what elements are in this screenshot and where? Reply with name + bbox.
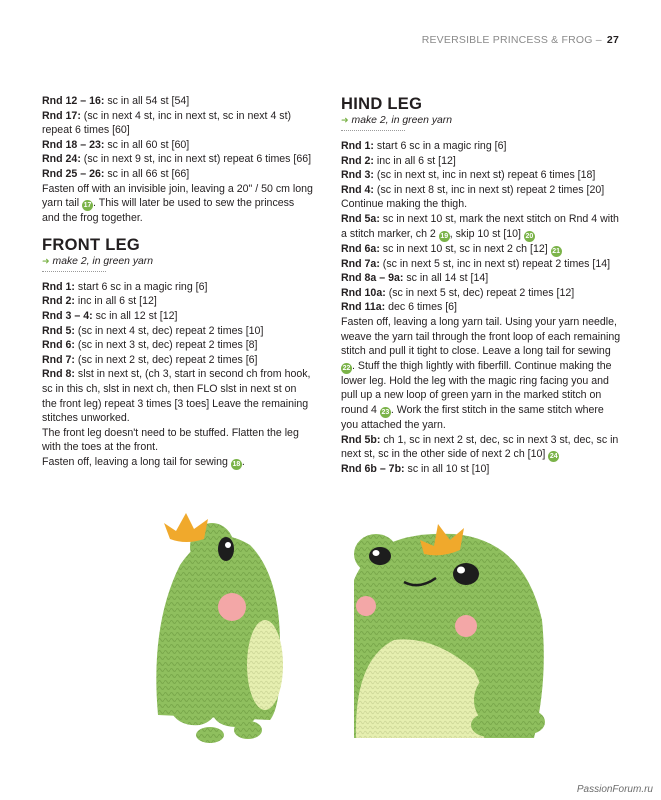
step-number-badge: 23 <box>381 408 390 416</box>
step-number-badge: 17 <box>83 202 92 210</box>
step-number-badge: 18 <box>232 460 241 468</box>
step-number-badge: 21 <box>552 247 561 255</box>
header-title: REVERSIBLE PRINCESS & FROG <box>421 34 593 46</box>
pattern-line: Rnd 2: inc in all 6 st [12] <box>42 295 157 308</box>
dotted-divider <box>42 271 106 272</box>
step-number-badge: 22 <box>342 364 351 372</box>
step-number-badge: 24 <box>549 453 558 461</box>
fasten-note: Fasten off, leaving a long yarn tail. Using your yarn needle, weave the yarn tail through the front loop of each remaining stitch and pull it tight to close. Leave a long tail for sewing 22 . Stuff the thigh lightly with fiberfill. Continue making the lower leg. Hold the leg with the magic ring facing you and pull up a new loop of green yarn in the marked stitch on round 4 23 . Work the first stitch in the same stitch where you attached the yarn. <box>341 315 621 431</box>
pattern-line: Rnd 11a: dec 6 times [6] <box>341 301 457 314</box>
pattern-line: Rnd 3: (sc in next st, inc in next st) repeat 6 times [18] <box>341 169 596 182</box>
pattern-line: Rnd 25 – 26: sc in all 66 st [66] <box>42 167 190 180</box>
pattern-line: Rnd 1: start 6 sc in a magic ring [6] <box>42 280 208 293</box>
pattern-line: Rnd 3 – 4: sc in all 12 st [12] <box>42 309 178 322</box>
frog-side-photo <box>140 505 300 745</box>
watermark: PassionForum.ru <box>576 784 653 795</box>
running-header <box>422 34 619 46</box>
pattern-line: Rnd 4: (sc in next 8 st, inc in next st) repeat 2 times [20] <box>341 183 605 196</box>
left-column <box>42 94 314 470</box>
pattern-line: Rnd 6b – 7b: sc in all 10 st [10] <box>341 463 490 476</box>
pattern-line: Rnd 8a – 9a: sc in all 14 st [14] <box>341 272 489 285</box>
front-leg-section <box>42 235 314 470</box>
fasten-note: Fasten off, leaving a long tail for sewing 18 . <box>42 455 245 468</box>
instruction-line: Continue making the thigh. <box>341 198 468 211</box>
header-dash: – <box>592 34 602 46</box>
pattern-line: Rnd 10a: (sc in next 5 st, dec) repeat 2 times [12] <box>341 286 575 299</box>
pattern-line: Rnd 5a: sc in next 10 st, mark the next stitch on Rnd 4 with a stitch marker, ch 2 19 , skip 10 st [10] 20 <box>341 212 619 240</box>
step-number-badge: 19 <box>440 232 449 240</box>
pattern-line: Rnd 7a: (sc in next 5 st, inc in next st) repeat 2 times [14] <box>341 257 611 270</box>
pattern-line: Rnd 1: start 6 sc in a magic ring [6] <box>341 140 507 152</box>
pattern-line: Rnd 6: (sc in next 3 st, dec) repeat 2 times [8] <box>42 339 258 352</box>
page-number: 27 <box>606 34 619 46</box>
front-leg-note: The front leg doesn't need to be stuffed. Flatten the leg with the toes at the front. <box>42 426 299 454</box>
pattern-line: Rnd 12 – 16: sc in all 54 st [54] <box>42 95 190 107</box>
pattern-line: Rnd 17: (sc in next 4 st, inc in next st, sc in next 4 st) repeat 6 times [60] <box>42 109 292 137</box>
dotted-divider <box>341 130 405 131</box>
fasten-note: Fasten off with an invisible join, leaving a 20" / 50 cm long yarn tail 17 . This will later be used to sew the princess and the frog together. <box>42 182 313 225</box>
pattern-line: Rnd 2: inc in all 6 st [12] <box>341 154 456 167</box>
right-column <box>341 94 623 477</box>
pattern-line: Rnd 18 – 23: sc in all 60 st [60] <box>42 138 190 151</box>
front-leg-title: FRONT LEG <box>42 235 141 254</box>
arrow-icon: ➜ <box>341 115 349 125</box>
arrow-icon: ➜ <box>42 255 50 266</box>
pattern-line: Rnd 8: slst in next st, (ch 3, start in second ch from hook, sc in this ch, slst in next ch, then FLO slst in next st on the front leg) repeat 3 times [3 toes] Leave the remaining stitches unworked. <box>42 368 311 425</box>
pattern-line: Rnd 5: (sc in next 4 st, dec) repeat 2 times [10] <box>42 324 264 337</box>
front-leg-subtitle: ➜ make 2, in green yarn <box>42 255 154 267</box>
hind-leg-title: HIND LEG <box>341 95 423 113</box>
step-number-badge: 20 <box>525 232 534 240</box>
pattern-line: Rnd 24: (sc in next 9 st, inc in next st) repeat 6 times [66] <box>42 153 312 166</box>
pattern-line: Rnd 5b: ch 1, sc in next 2 st, dec, sc in next 3 st, dec, sc in next st, sc in the other side of next 2 ch [10] 24 <box>341 433 619 461</box>
crown-icon <box>164 513 208 542</box>
frog-front-photo <box>354 510 564 738</box>
pattern-line: Rnd 7: (sc in next 2 st, dec) repeat 2 times [6] <box>42 353 258 366</box>
hind-leg-subtitle: ➜ make 2, in green yarn <box>341 115 453 126</box>
pattern-line: Rnd 6a: sc in next 10 st, sc in next 2 ch [12] 21 <box>341 242 561 255</box>
